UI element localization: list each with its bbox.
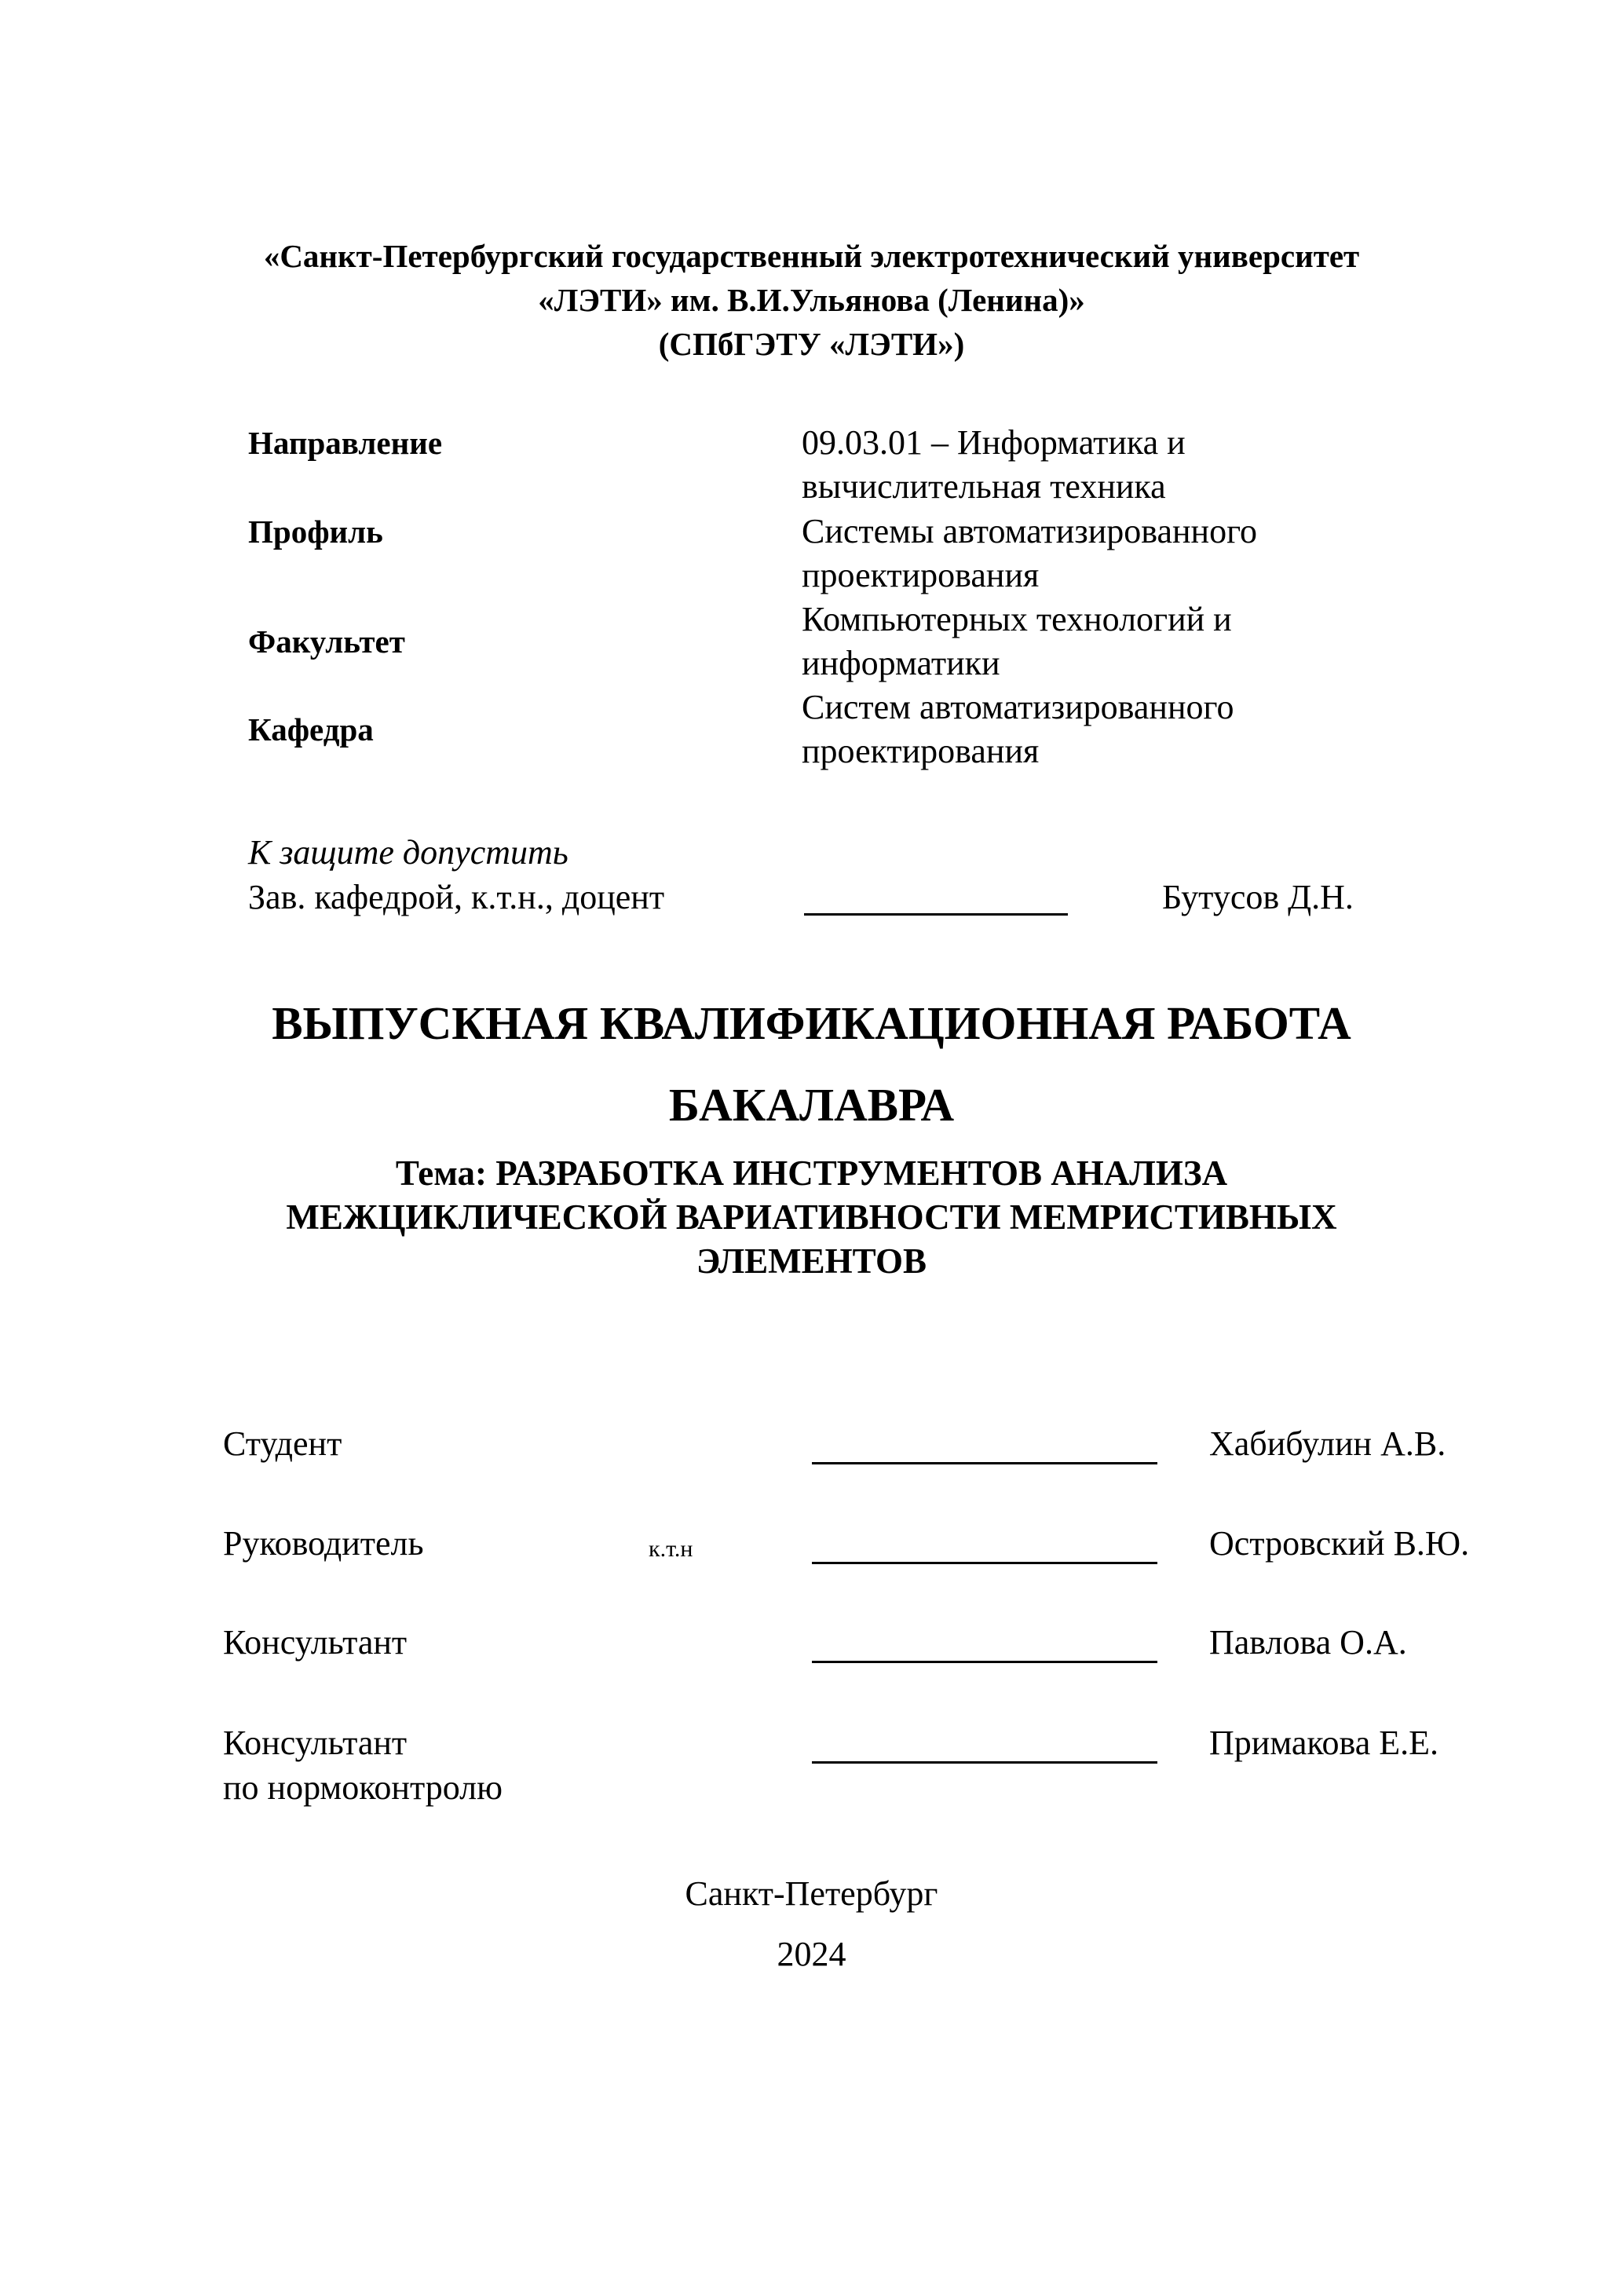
document-title-line2: БАКАЛАВРА — [668, 1079, 955, 1131]
document-title-line1: ВЫПУСКНАЯ КВАЛИФИКАЦИОННАЯ РАБОТА — [272, 997, 1351, 1049]
profile-value-line1: Системы автоматизированного — [802, 512, 1258, 550]
signature-line — [812, 1562, 1157, 1564]
admission-role: Зав. кафедрой, к.т.н., доцент — [248, 878, 665, 916]
faculty-label: Факультет — [248, 623, 405, 660]
department-value-line1: Систем автоматизированного — [802, 688, 1234, 726]
thesis-topic-line2: МЕЖЦИКЛИЧЕСКОЙ ВАРИАТИВНОСТИ МЕМРИСТИВНЫХ — [286, 1197, 1337, 1237]
thesis-topic-line1: Тема: РАЗРАБОТКА ИНСТРУМЕНТОВ АНАЛИЗА — [395, 1153, 1228, 1193]
university-header — [0, 234, 1623, 366]
university-name-line2: «ЛЭТИ» им. В.И.Ульянова (Ленина)» — [538, 282, 1085, 318]
profile-value-line2: проектирования — [802, 556, 1040, 594]
signature-name: Островский В.Ю. — [1209, 1524, 1470, 1563]
direction-label: Направление — [248, 425, 443, 461]
signature-degree: к.т.н — [649, 1536, 693, 1562]
signature-line — [812, 1661, 1157, 1663]
thesis-topic — [0, 1151, 1623, 1283]
signature-line — [812, 1462, 1157, 1464]
signature-name: Павлова О.А. — [1209, 1623, 1407, 1662]
faculty-value-line1: Компьютерных технологий и — [802, 600, 1232, 638]
direction-value-line1: 09.03.01 – Информатика и — [802, 423, 1186, 462]
admission-name: Бутусов Д.Н. — [1162, 878, 1354, 916]
signature-name: Хабибулин А.В. — [1209, 1424, 1446, 1463]
signature-name: Примакова Е.Е. — [1209, 1724, 1439, 1762]
signature-role: Студент — [223, 1424, 342, 1463]
footer-city: Санкт-Петербург — [685, 1874, 938, 1913]
signature-role: Консультант — [223, 1623, 408, 1662]
admission-heading: К защите допустить — [248, 833, 568, 872]
admission-signature-line — [804, 913, 1068, 916]
signature-role: Консультант — [223, 1724, 408, 1762]
direction-value-line2: вычислительная техника — [802, 467, 1166, 506]
thesis-topic-line3: ЭЛЕМЕНТОВ — [696, 1241, 927, 1281]
university-abbreviation: (СПбГЭТУ «ЛЭТИ») — [658, 326, 965, 362]
footer-year: 2024 — [777, 1935, 846, 1973]
department-label: Кафедра — [248, 711, 374, 748]
university-name-line1: «Санкт-Петербургский государственный электротехнический университет — [263, 238, 1360, 274]
signature-role-line2: по нормоконтролю — [223, 1768, 503, 1807]
profile-label: Профиль — [248, 514, 383, 550]
signature-role: Руководитель — [223, 1524, 424, 1563]
department-value-line2: проектирования — [802, 732, 1040, 770]
signature-line — [812, 1761, 1157, 1764]
faculty-value-line2: информатики — [802, 644, 1000, 682]
